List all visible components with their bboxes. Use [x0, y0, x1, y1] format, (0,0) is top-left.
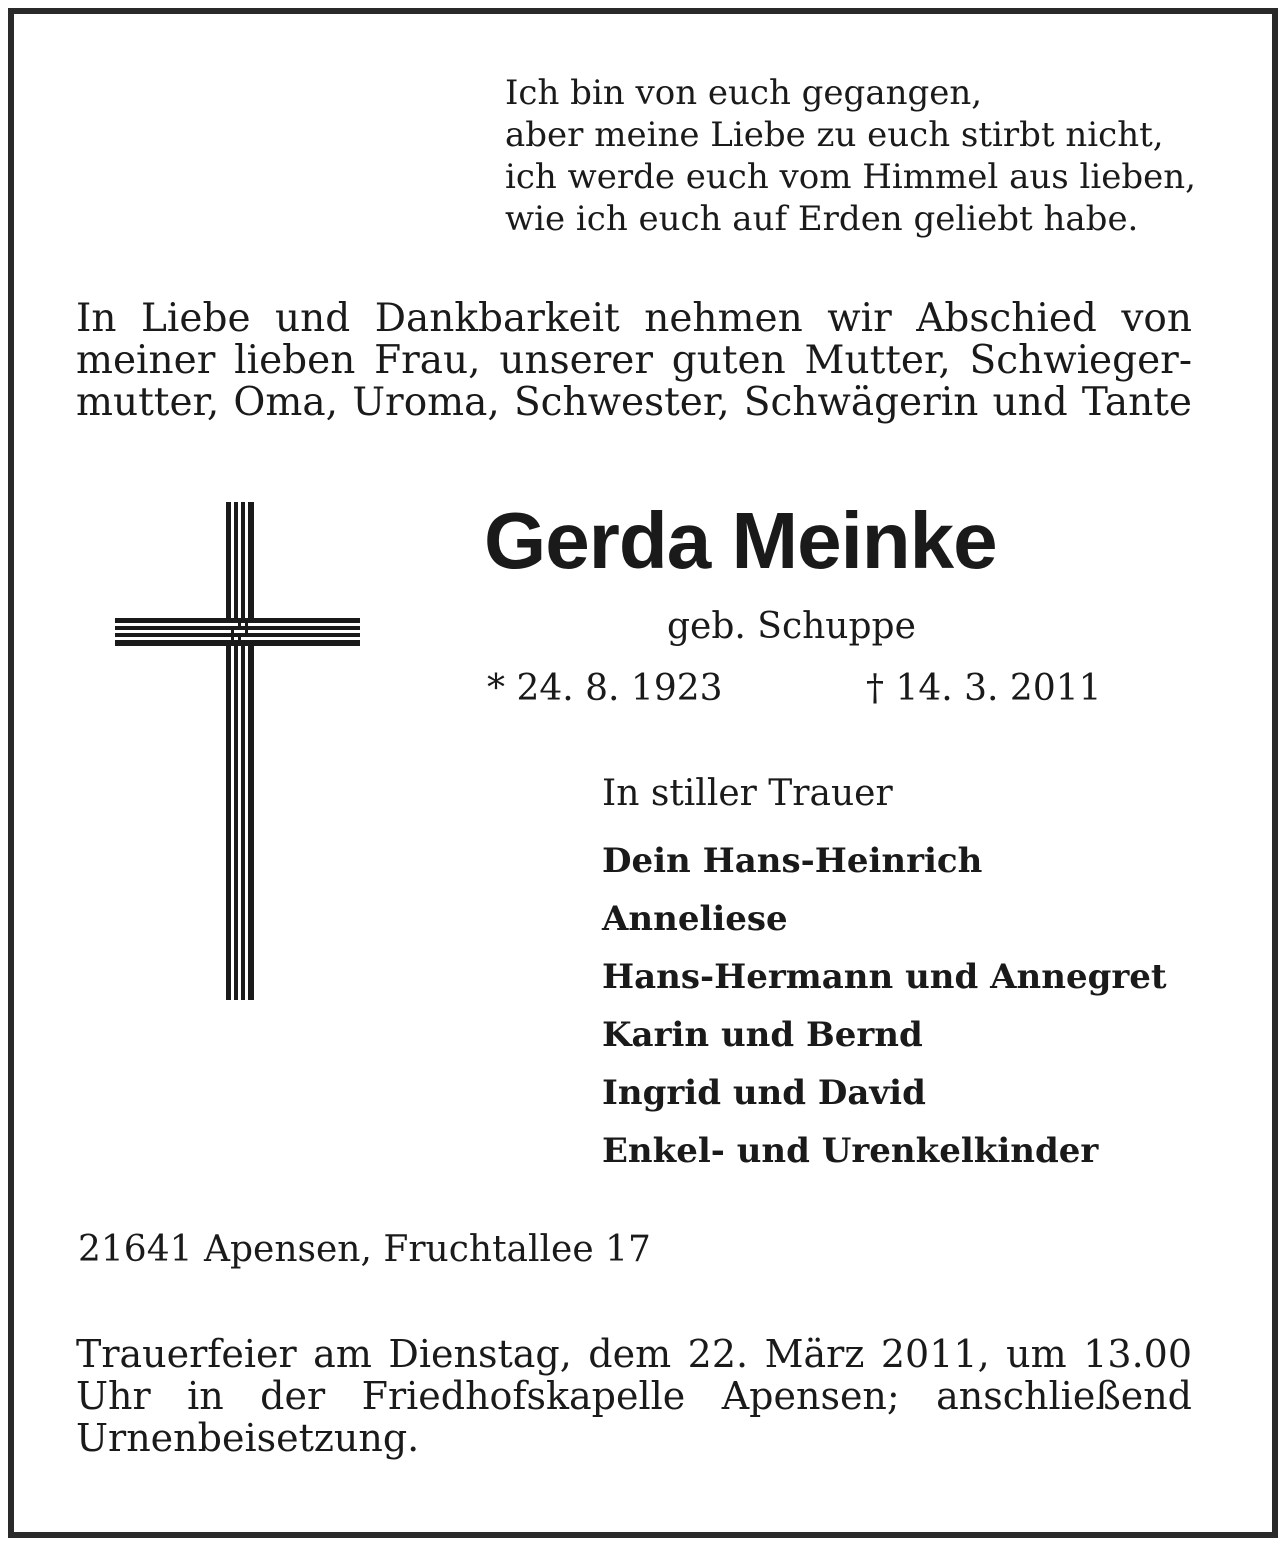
mourner-name: Dein Hans-Heinrich — [602, 841, 983, 881]
mourner-name: Ingrid und David — [602, 1073, 926, 1113]
address: 21641 Apensen, Fruchtallee 17 — [78, 1229, 651, 1270]
service-info — [76, 1333, 1192, 1459]
mourner-name: Hans-Hermann und Annegret — [602, 957, 1167, 997]
intro-text — [76, 298, 1192, 424]
poem-line: aber meine Liebe zu euch stirbt nicht, — [505, 115, 1164, 155]
mourner-name: Anneliese — [602, 899, 788, 939]
service-line: Uhr in der Friedhofskapelle Apensen; anschließend — [76, 1374, 1192, 1418]
mourners-list — [602, 832, 1167, 1180]
intro-line: In Liebe und Dankbarkeit nehmen wir Abschied von — [76, 296, 1192, 341]
mourner-name: Karin und Bernd — [602, 1015, 923, 1055]
birth-date: * 24. 8. 1923 — [487, 668, 723, 709]
poem-line: wie ich euch auf Erden geliebt habe. — [505, 199, 1139, 239]
poem-line: ich werde euch vom Himmel aus lieben, — [505, 157, 1196, 197]
service-line: Trauerfeier am Dienstag, dem 22. März 2011, um 13.00 — [76, 1332, 1192, 1376]
maiden-name: geb. Schuppe — [667, 606, 916, 647]
cross-icon — [100, 490, 360, 1000]
deceased-name: Gerda Meinke — [484, 496, 997, 585]
poem-line: Ich bin von euch gegangen, — [505, 73, 983, 113]
mourners-heading: In stiller Trauer — [602, 773, 893, 814]
death-date: † 14. 3. 2011 — [866, 668, 1102, 709]
mourner-name: Enkel- und Urenkelkinder — [602, 1131, 1099, 1171]
intro-line: meiner lieben Frau, unserer guten Mutter, Schwieger- — [76, 338, 1192, 383]
service-line: Urnenbeisetzung. — [76, 1416, 420, 1460]
poem — [505, 72, 1196, 240]
intro-line: mutter, Oma, Uroma, Schwester, Schwägerin und Tante — [76, 380, 1192, 425]
